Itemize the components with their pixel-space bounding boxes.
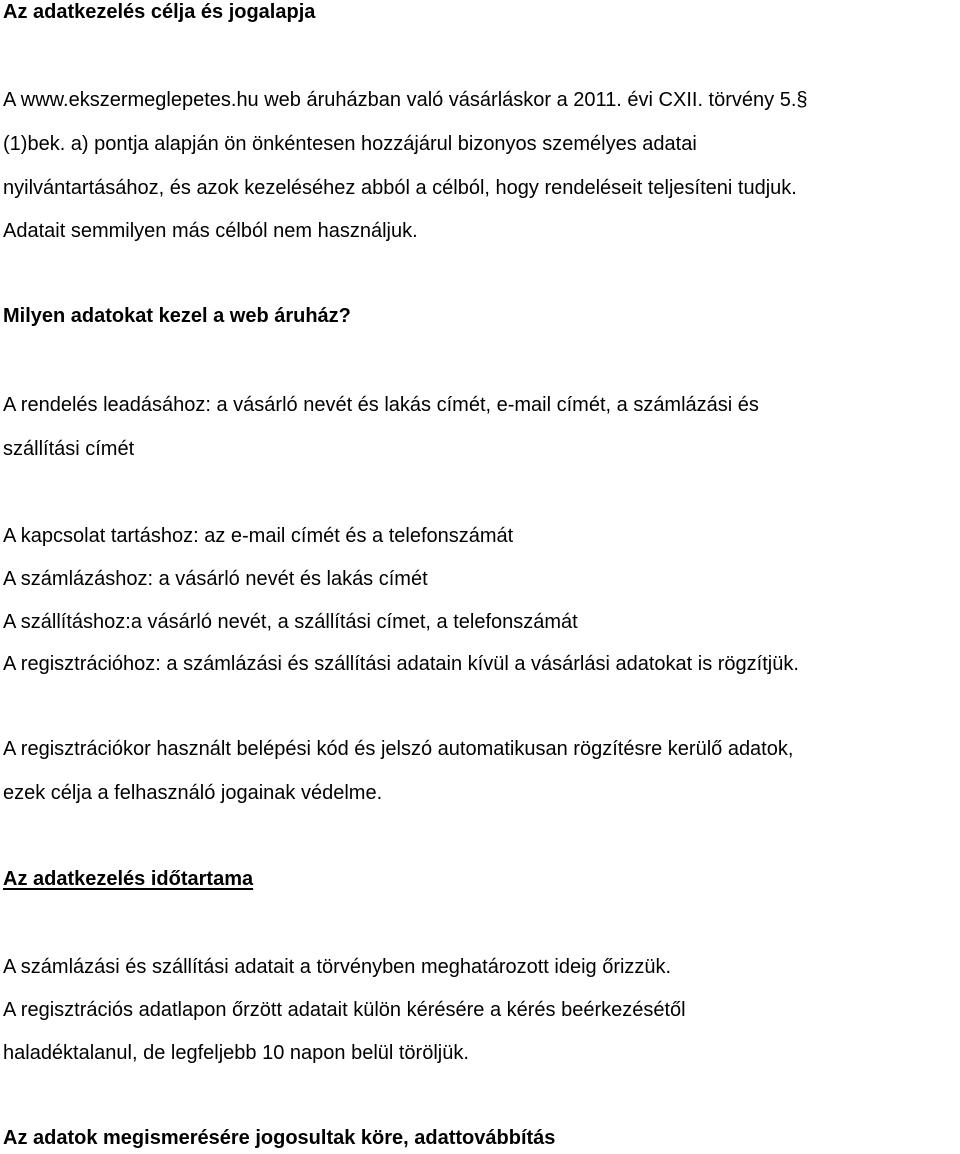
paragraph-line: A regisztrációs adatlapon őrzött adatait külön kérésére a kérés beérkezésétől	[3, 999, 686, 1021]
list-item: A számlázáshoz: a vásárló nevét és lakás címét	[3, 568, 428, 590]
list-item: A szállításhoz:a vásárló nevét, a szállítási címet, a telefonszámát	[3, 611, 578, 633]
paragraph-line: szállítási címét	[3, 438, 135, 460]
section-heading-duration: Az adatkezelés időtartama	[3, 868, 254, 890]
section-heading-data-types: Milyen adatokat kezel a web áruház?	[3, 305, 351, 327]
paragraph-line: A rendelés leadásához: a vásárló nevét és lakás címét, e-mail címét, a számlázási és	[3, 394, 759, 416]
paragraph-line: A www.ekszermeglepetes.hu web áruházban való vásárláskor a 2011. évi CXII. törvény 5.§	[3, 89, 808, 111]
paragraph-line: ezek célja a felhasználó jogainak védelme.	[3, 782, 383, 804]
paragraph-line: haladéktalanul, de legfeljebb 10 napon belül töröljük.	[3, 1042, 469, 1064]
paragraph-line: A számlázási és szállítási adatait a törvényben meghatározott ideig őrizzük.	[3, 956, 672, 978]
paragraph-line: Adatait semmilyen más célból nem használjuk.	[3, 220, 418, 242]
paragraph-line: A regisztrációkor használt belépési kód és jelszó automatikusan rögzítésre kerülő adatok,	[3, 738, 794, 760]
section-heading-purpose: Az adatkezelés célja és jogalapja	[3, 1, 316, 23]
paragraph-line: nyilvántartásához, és azok kezeléséhez abból a célból, hogy rendeléseit teljesíteni tudjuk.	[3, 177, 797, 199]
paragraph-line: (1)bek. a) pontja alapján ön önkéntesen hozzájárul bizonyos személyes adatai	[3, 133, 697, 155]
section-heading-access: Az adatok megismerésére jogosultak köre, adattovábbítás	[3, 1127, 556, 1149]
list-item: A kapcsolat tartáshoz: az e-mail címét és a telefonszámát	[3, 525, 514, 547]
list-item: A regisztrációhoz: a számlázási és szállítási adatain kívül a vásárlási adatokat is rögzítjük.	[3, 653, 799, 675]
